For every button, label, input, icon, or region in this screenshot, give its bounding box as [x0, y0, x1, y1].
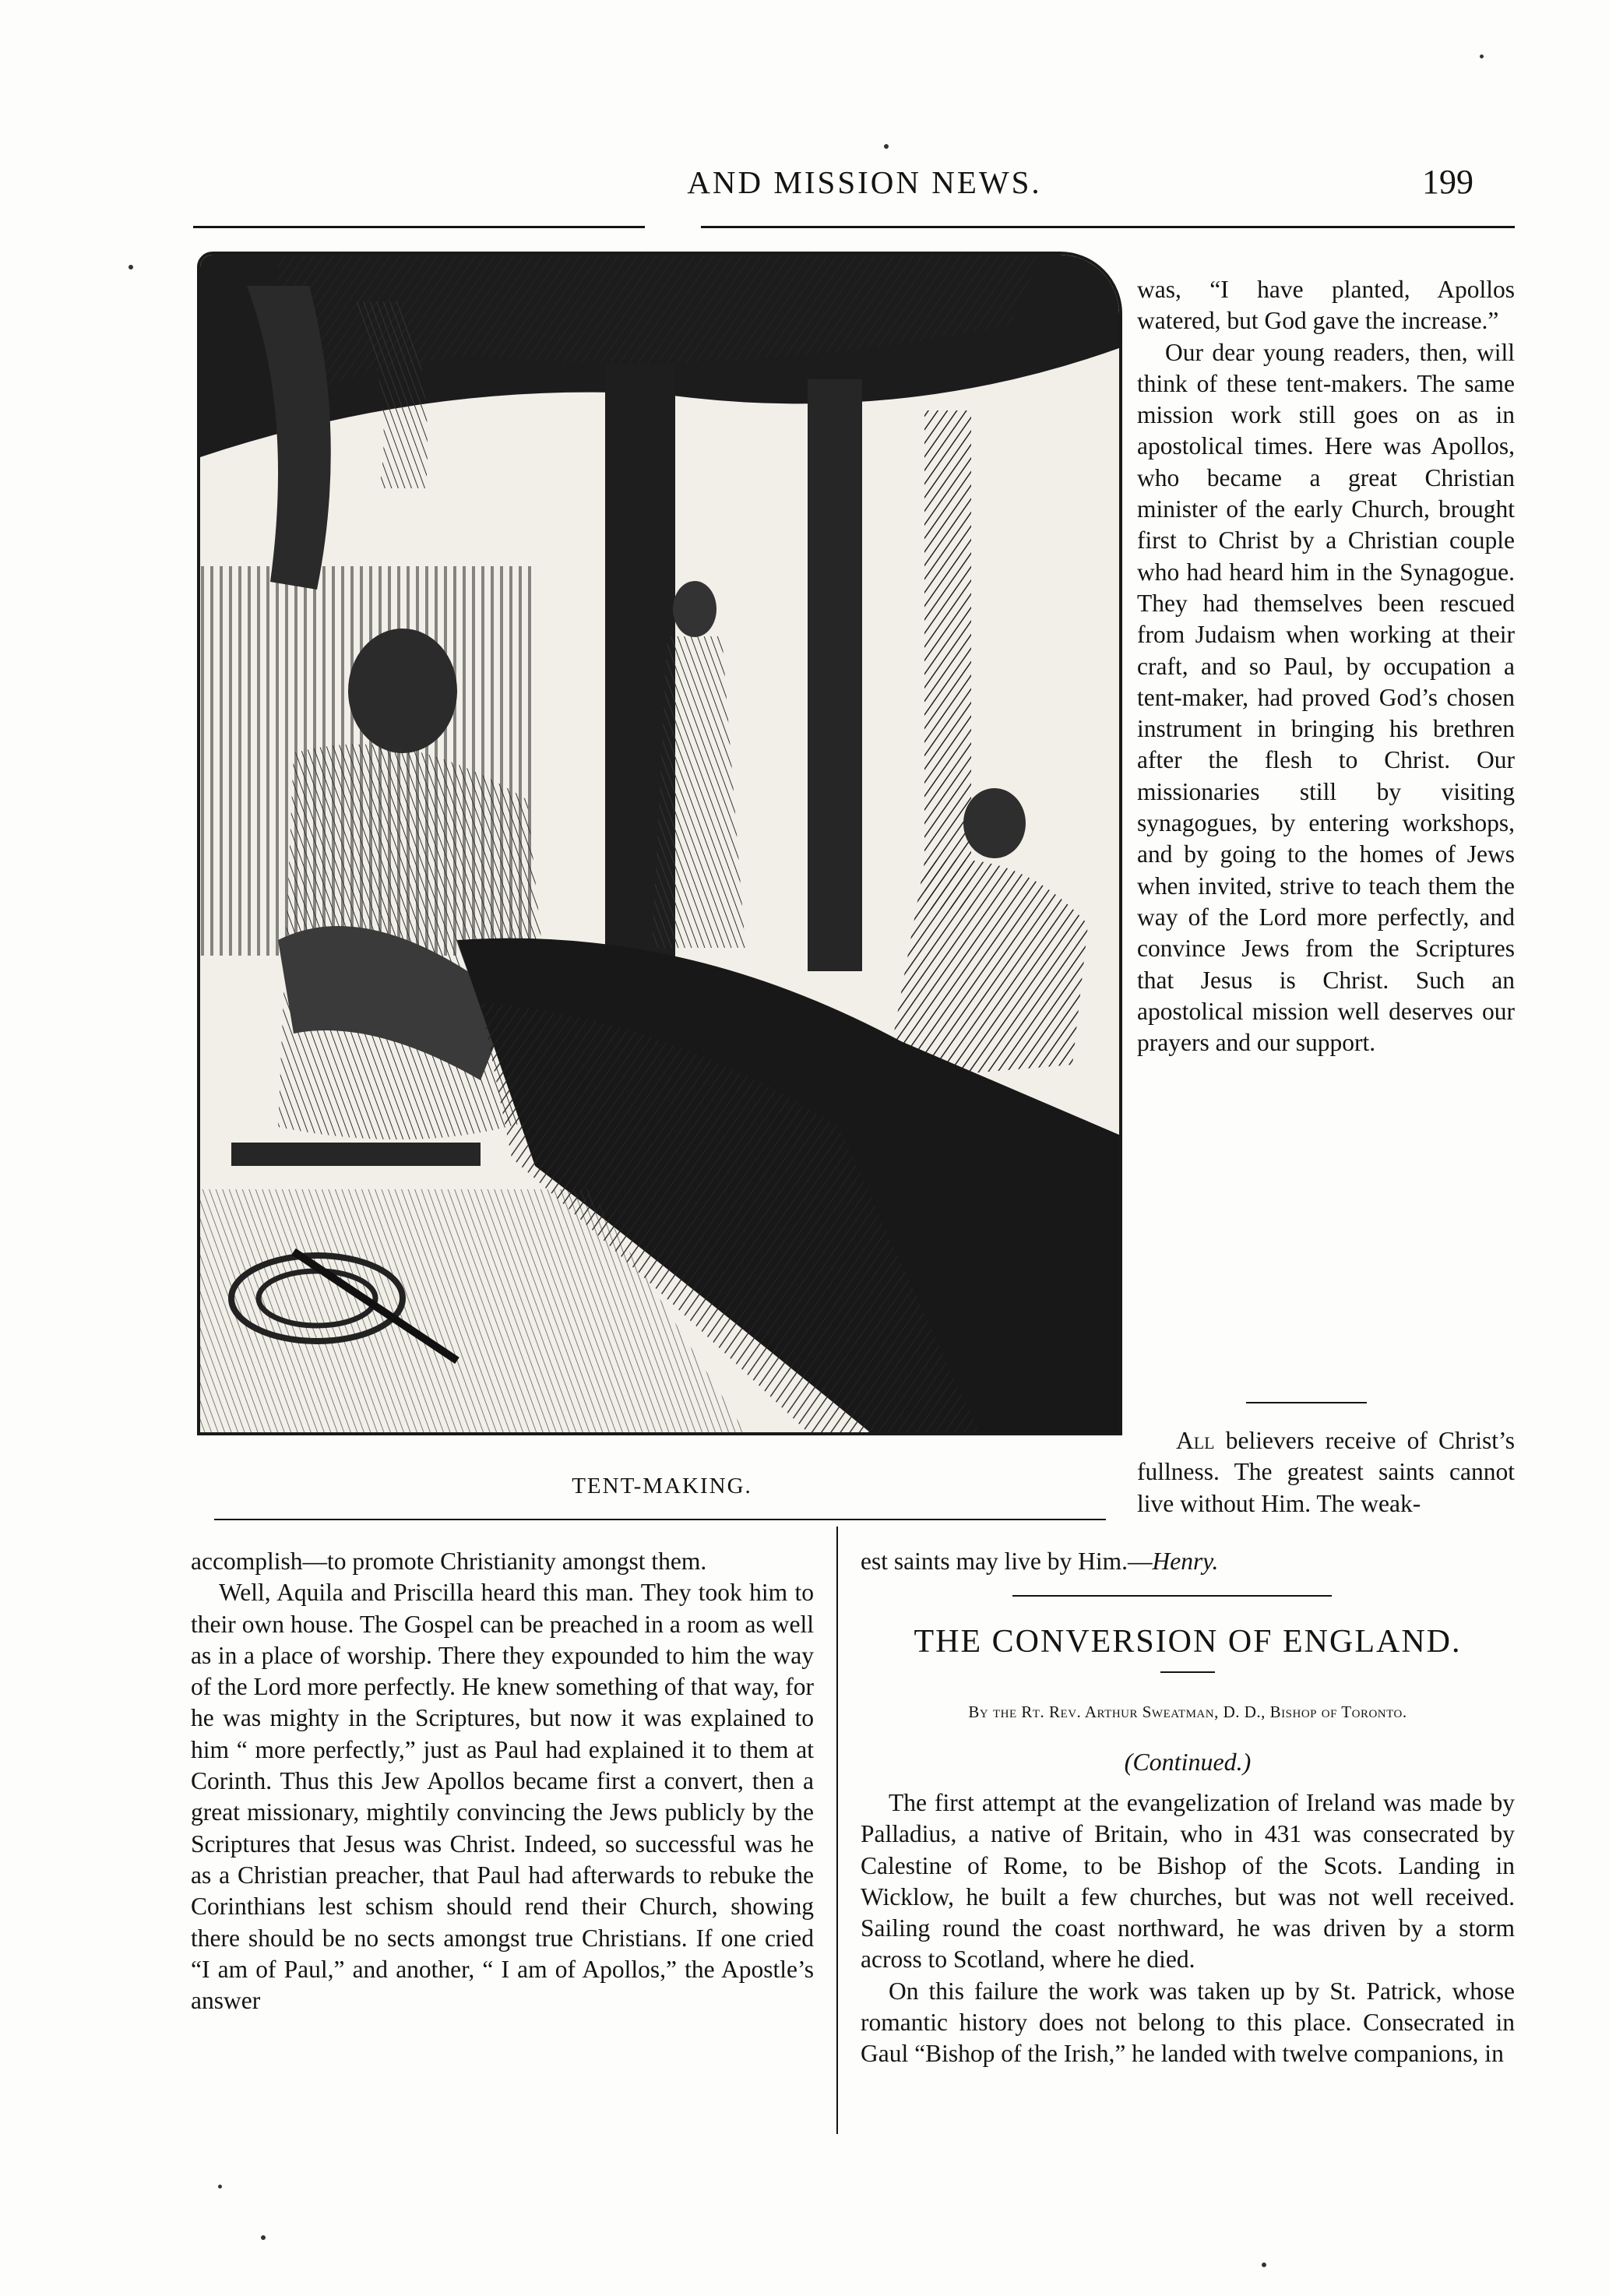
- page-number: 199: [1422, 163, 1473, 201]
- scan-speck: [1262, 2263, 1266, 2267]
- tent-making-engraving: [200, 255, 1119, 1432]
- paragraph: The first attempt at the evangelization of Ireland was made by Palladius, a native of Britain, who in 431 was consecrated by Calestine of Rome, to be Bishop of the Scots. Landing in Wicklow, he built a few churches, but was not well received. Sailing round the coast northward, he was driven by a storm across to Scotland, where he died.: [861, 1789, 1515, 1974]
- tent-making-illustration: [197, 252, 1122, 1435]
- paragraph: Our dear young readers, then, will think of these tent-makers. The same mission work still goes on as in apostolical times. Here was Apollos, who became a great Christian minister of the early Church, brought first to Christ by a Christian couple who had heard him in the Synagogue. They had themselves been rescued from Judaism when working at their craft, and so Paul, by occupation a tent-maker, had proved God’s chosen instrument in bringing his brethren after the flesh to Christ. Our missionaries still by visiting synagogues, by entering workshops, and by going to the homes of Jews when invited, strive to teach them the way of the Lord more perfectly, and convince Jews from the Scriptures that Jesus is Christ. Such an apostolical mission well deserves our prayers and our support.: [1137, 338, 1515, 1057]
- scan-speck: [218, 2185, 222, 2189]
- quote-continued: est saints may live by Him.—: [861, 1548, 1153, 1575]
- paragraph: was, “I have planted, Apollos watered, but God gave the increase.”: [1137, 276, 1515, 335]
- quote-continuation: [861, 1546, 1515, 1577]
- heading-underline: [1160, 1671, 1215, 1673]
- short-divider: [1246, 1402, 1367, 1403]
- scan-speck: [884, 144, 889, 149]
- continued-label: (Continued.): [1124, 1748, 1252, 1776]
- article-byline: By the Rt. Rev. Arthur Sweatman, D. D., Bishop of Toronto.: [968, 1703, 1407, 1721]
- quote-author: Henry.: [1152, 1548, 1219, 1575]
- article-heading: THE CONVERSION OF ENGLAND.: [914, 1624, 1462, 1660]
- scan-speck: [129, 265, 133, 269]
- paragraph: [1137, 1425, 1515, 1520]
- right-column-text: [1137, 274, 1515, 1058]
- quote-block: [1137, 1425, 1515, 1520]
- header-rule-right: [701, 226, 1515, 228]
- paragraph: [861, 1546, 1515, 1577]
- quote-lead: All: [1176, 1427, 1215, 1454]
- section-divider: [1012, 1595, 1332, 1597]
- paragraph: On this failure the work was taken up by St. Patrick, whose romantic history does not belong to this place. Consecrated in Gaul “Bishop of the Irish,” he landed with twelve companions, in: [861, 1977, 1515, 2068]
- running-header: AND MISSION NEWS.: [687, 164, 1042, 200]
- column-divider: [836, 1527, 838, 2134]
- article-body: [861, 1787, 1515, 2070]
- paragraph: Well, Aquila and Priscilla heard this man. They took him to their own house. The Gospel can be preached in a room as well as in a place of worship. There they expounded to him the way of the Lord more perfectly. He knew something of that way, for he was mighty in the Scriptures, but now it was explained to him “ more perfectly,” just as Paul had explained it to them at Corinth. Thus this Jew Apollos became first a convert, then a great missionary, mightily convincing the Jews publicly by the Scriptures that Jesus was Christ. Indeed, so successful was he as a Christian preacher, that Paul had afterwards to rebuke the Corinthians lest schism should rend their Church, showing there should be no sects amongst true Christians. If one cried “I am of Paul,” and another, “ I am of Apollos,” the Apostle’s answer: [191, 1579, 814, 2015]
- scan-speck: [261, 2235, 266, 2240]
- paragraph: accomplish—to promote Christianity amongst them.: [191, 1548, 707, 1575]
- caption-rule: [214, 1519, 1106, 1520]
- header-rule-left: [193, 226, 645, 228]
- scan-speck: [1480, 55, 1484, 58]
- left-column-text: [191, 1546, 814, 2016]
- quote-body: believers receive of Christ’s fullness. The greatest saints cannot live without Him. The weak-: [1137, 1427, 1516, 1517]
- figure-caption: TENT-MAKING.: [572, 1474, 752, 1498]
